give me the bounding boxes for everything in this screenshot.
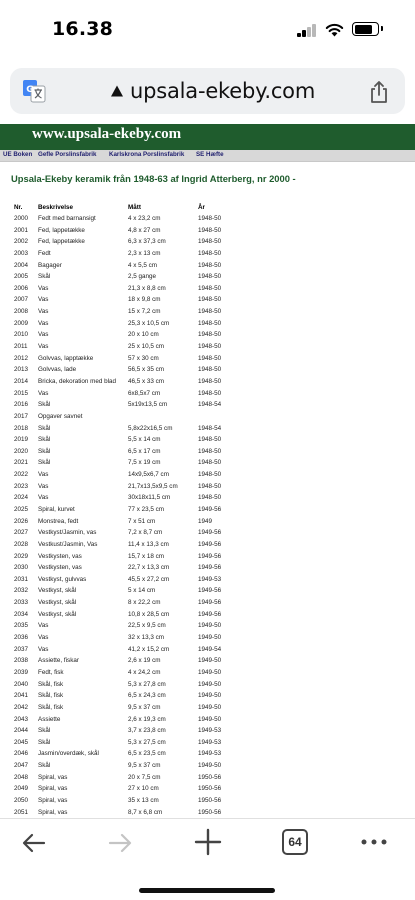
cell-year: 1949-56 <box>198 587 222 595</box>
cell-description: Skål <box>38 436 51 444</box>
nav-link-ue-boken[interactable]: UE Boken <box>3 151 33 158</box>
cell-nr: 2000 <box>14 215 29 222</box>
status-time: 16.38 <box>52 18 114 40</box>
cell-nr: 2010 <box>14 331 29 339</box>
cell-year: 1949-50 <box>198 762 222 770</box>
cell-size: 3,7 x 23,8 cm <box>128 727 166 735</box>
table-row <box>0 283 415 294</box>
cell-nr: 2036 <box>14 634 29 642</box>
cell-size: 20 x 7,5 cm <box>128 773 161 781</box>
cell-year: 1948-50 <box>198 273 222 281</box>
cell-nr: 2045 <box>14 738 29 746</box>
table-row <box>0 492 415 503</box>
table-row <box>0 574 415 585</box>
cell-description: Vestkysten, vas <box>38 552 82 560</box>
table-row <box>0 562 415 573</box>
plus-icon[interactable] <box>193 827 223 857</box>
table-row <box>0 341 415 352</box>
cell-year: 1948-50 <box>198 494 222 502</box>
cell-year: 1949-50 <box>198 634 222 642</box>
cell-year: 1948-50 <box>198 308 222 316</box>
table-row <box>0 597 415 608</box>
cell-size: 56,5 x 35 cm <box>128 366 165 374</box>
cell-nr: 2012 <box>14 354 29 362</box>
header-description: Beskrivelse <box>38 204 74 211</box>
translate-icon[interactable] <box>22 79 46 103</box>
cell-description: Vestkyst, skål <box>38 610 77 618</box>
cell-nr: 2011 <box>14 343 28 351</box>
table-row <box>0 667 415 678</box>
cell-year: 1949-56 <box>198 599 222 607</box>
cell-year: 1948-50 <box>198 436 222 444</box>
cell-year: 1948-50 <box>198 284 222 292</box>
cell-description: Skål <box>38 401 51 409</box>
forward-arrow-icon[interactable] <box>106 829 134 857</box>
cell-description: Skål <box>38 738 51 746</box>
header-size: Mått <box>128 204 141 211</box>
table-row <box>0 469 415 480</box>
cell-year: 1949-53 <box>198 575 222 583</box>
cell-year: 1949 <box>198 517 213 525</box>
cell-nr: 2004 <box>14 261 29 269</box>
cell-nr: 2014 <box>14 377 29 385</box>
cell-description: Skål <box>38 762 51 770</box>
cell-nr: 2005 <box>14 273 29 281</box>
cell-size: 41,2 x 15,2 cm <box>128 645 170 653</box>
cell-year: 1948-50 <box>198 238 222 246</box>
cell-description: Spiral, vas <box>38 797 68 804</box>
url-text[interactable]: upsala-ekeby.com <box>130 79 316 103</box>
cell-description: Skål <box>38 459 51 467</box>
table-header <box>0 202 415 213</box>
cell-nr: 2015 <box>14 389 29 397</box>
cell-description: Vestkyst/Jasmin, vas <box>38 529 97 537</box>
cell-nr: 2020 <box>14 447 29 455</box>
cell-description: Vestkyst, skål <box>38 587 77 595</box>
cell-nr: 2031 <box>14 575 29 583</box>
cell-year: 1948-50 <box>198 249 222 257</box>
cell-size: 11,4 x 13,3 cm <box>128 540 169 548</box>
cell-year: 1948-50 <box>198 459 222 467</box>
cell-description: Vas <box>38 482 49 490</box>
cell-nr: 2024 <box>14 494 29 502</box>
cell-nr: 2038 <box>14 657 29 665</box>
cell-nr: 2037 <box>14 645 29 653</box>
cell-size: 4,8 x 27 cm <box>128 226 161 234</box>
cell-nr: 2008 <box>14 308 29 316</box>
cell-description: Vestkyst, skål <box>38 599 77 607</box>
cell-description: Vas <box>38 494 49 502</box>
table-row <box>0 434 415 445</box>
cell-nr: 2003 <box>14 249 29 257</box>
cell-nr: 2043 <box>14 715 29 723</box>
cell-nr: 2001 <box>14 226 29 234</box>
cell-nr: 2009 <box>14 319 29 327</box>
cell-year: 1949-54 <box>198 645 222 653</box>
cell-size: 6,5 x 17 cm <box>128 447 161 455</box>
cellular-signal-icon <box>297 24 317 37</box>
web-page[interactable] <box>0 124 415 824</box>
cell-size: 7,2 x 8,7 cm <box>128 529 163 537</box>
battery-icon <box>352 22 379 36</box>
table-row <box>0 516 415 527</box>
cell-description: Vas <box>38 645 49 653</box>
cell-year: 1948-50 <box>198 226 222 234</box>
cell-year: 1949-56 <box>198 506 222 513</box>
home-indicator <box>139 888 275 893</box>
cell-nr: 2029 <box>14 552 29 560</box>
cell-nr: 2002 <box>14 238 29 246</box>
cell-nr: 2050 <box>14 797 29 804</box>
cell-size: 9,5 x 37 cm <box>128 703 161 711</box>
cell-description: Skål, fisk <box>38 680 64 688</box>
table-row <box>0 504 415 515</box>
table-row <box>0 609 415 620</box>
cell-size: 7 x 51 cm <box>128 517 156 525</box>
cell-description: Vas <box>38 331 49 339</box>
cell-size: 5,3 x 27,5 cm <box>128 738 166 746</box>
cell-description: Vestkust/Jasmin, Vas <box>38 540 98 548</box>
table-row <box>0 585 415 596</box>
table-row <box>0 294 415 305</box>
cell-nr: 2007 <box>14 296 29 304</box>
cell-size: 6,5 x 24,3 cm <box>128 692 166 700</box>
cell-size: 32 x 13,3 cm <box>128 634 165 642</box>
wifi-icon <box>325 22 344 37</box>
cell-year: 1948-50 <box>198 471 222 479</box>
cell-year: 1948-50 <box>198 261 222 269</box>
cell-size: 2,3 x 13 cm <box>128 249 161 257</box>
cell-size: 6,3 x 37,3 cm <box>128 238 166 246</box>
cell-description: Fed, lappetække <box>38 226 85 234</box>
cell-year: 1948-50 <box>198 354 222 362</box>
cell-size: 22,5 x 9,5 cm <box>128 622 166 630</box>
cell-nr: 2039 <box>14 668 29 676</box>
table-row <box>0 329 415 340</box>
cell-year: 1948-50 <box>198 319 222 327</box>
cell-year: 1948-54 <box>198 401 222 409</box>
table-row <box>0 248 415 259</box>
cell-description: Golvvas, lade <box>38 366 77 374</box>
cell-nr: 2048 <box>14 773 29 781</box>
tabs-icon[interactable] <box>282 829 308 855</box>
nav-link-karlskrona[interactable]: Karlskrona Porslinsfabrik <box>109 151 185 158</box>
cell-description: Jasmin/overdæk, skål <box>38 750 99 758</box>
cell-year: 1949-50 <box>198 657 222 665</box>
cell-size: 2,6 x 19,3 cm <box>128 715 166 723</box>
cell-description: Fedt <box>38 249 51 257</box>
table-row <box>0 690 415 701</box>
back-arrow-icon[interactable] <box>20 829 48 857</box>
cell-size: 15 x 7,2 cm <box>128 308 161 316</box>
table-row <box>0 737 415 748</box>
url-display[interactable] <box>110 77 315 105</box>
table-row <box>0 423 415 434</box>
cell-description: Skål <box>38 447 51 455</box>
cell-year: 1949-56 <box>198 540 222 548</box>
cell-nr: 2025 <box>14 506 29 513</box>
table-row <box>0 760 415 771</box>
table-row <box>0 655 415 666</box>
cell-description: Spiral, kurvet <box>38 506 75 513</box>
table-row <box>0 481 415 492</box>
cell-size: 22,7 x 13,3 cm <box>128 564 170 572</box>
cell-size: 6,5 x 23,5 cm <box>128 750 166 758</box>
cell-size: 27 x 10 cm <box>128 785 159 793</box>
cell-description: Opgaver savnet <box>38 412 83 420</box>
table-row <box>0 632 415 643</box>
cell-year: 1950-56 <box>198 797 222 804</box>
cell-nr: 2047 <box>14 762 29 770</box>
cell-nr: 2034 <box>14 610 29 618</box>
cell-nr: 2033 <box>14 599 29 607</box>
cell-year: 1948-50 <box>198 366 222 374</box>
cell-size: 8,7 x 6,8 cm <box>128 808 163 816</box>
table-row <box>0 807 415 818</box>
cell-description: Fedt, fisk <box>38 668 64 676</box>
cell-description: Vestkyst, gulvvas <box>38 575 87 583</box>
cell-description: Vestkysten, vas <box>38 564 82 572</box>
table-row <box>0 225 415 236</box>
cell-nr: 2049 <box>14 785 29 793</box>
header-nr: Nr. <box>14 204 23 211</box>
cell-nr: 2027 <box>14 529 29 537</box>
more-icon[interactable] <box>360 832 388 852</box>
cell-nr: 2017 <box>14 412 29 420</box>
header-year: År <box>198 204 205 211</box>
cell-year: 1948-54 <box>198 424 222 432</box>
cell-description: Vas <box>38 284 49 292</box>
table-row <box>0 551 415 562</box>
site-banner-title: www.upsala-ekeby.com <box>32 126 182 142</box>
cell-size: 4 x 23,2 cm <box>128 215 161 222</box>
cell-year: 1949-50 <box>198 703 222 711</box>
cell-description: Vas <box>38 389 49 397</box>
cell-description: Vas <box>38 308 49 316</box>
cell-description: Monstrea, fedt <box>38 517 79 525</box>
cell-description: Vas <box>38 622 49 630</box>
table-row <box>0 213 415 224</box>
cell-year: 1949-50 <box>198 692 222 700</box>
table-row <box>0 783 415 794</box>
cell-nr: 2021 <box>14 459 29 467</box>
cell-year: 1949-50 <box>198 668 222 676</box>
cell-size: 25 x 10,5 cm <box>128 343 165 351</box>
cell-year: 1948-50 <box>198 482 222 490</box>
status-bar <box>0 0 415 62</box>
table-row <box>0 446 415 457</box>
cell-size: 4 x 5,5 cm <box>128 261 158 269</box>
cell-size: 30x18x11,5 cm <box>128 494 171 502</box>
table-row <box>0 306 415 317</box>
table-row <box>0 376 415 387</box>
cell-year: 1949-50 <box>198 680 222 688</box>
cell-year: 1950-56 <box>198 808 222 816</box>
table-row <box>0 725 415 736</box>
cell-size: 35 x 13 cm <box>128 797 159 804</box>
svg-text:G: G <box>26 85 34 95</box>
cell-size: 46,5 x 33 cm <box>128 377 165 385</box>
cell-size: 2,6 x 19 cm <box>128 657 161 665</box>
table-row <box>0 772 415 783</box>
share-icon[interactable] <box>368 80 390 104</box>
cell-size: 5,8x22x16,5 cm <box>128 424 173 432</box>
table-row <box>0 318 415 329</box>
battery-tip <box>381 26 383 31</box>
table-row <box>0 236 415 247</box>
cell-size: 21,7x13,5x9,5 cm <box>128 482 178 490</box>
cell-description: Fed, lappetække <box>38 238 85 246</box>
lock-icon <box>110 84 124 98</box>
cell-description: Fedt med barnansigt <box>38 215 96 222</box>
cell-nr: 2044 <box>14 727 29 735</box>
table-row <box>0 620 415 631</box>
cell-description: Spiral, vas <box>38 808 68 816</box>
table-row <box>0 271 415 282</box>
table-row <box>0 679 415 690</box>
cell-size: 5 x 14 cm <box>128 587 156 595</box>
cell-year: 1949-56 <box>198 564 222 572</box>
cell-size: 6x8,5x7 cm <box>128 389 161 397</box>
cell-description: Assiette <box>38 715 61 723</box>
cell-year: 1949-53 <box>198 750 222 758</box>
cell-description: Vas <box>38 343 49 351</box>
nav-link-gefle[interactable]: Gefle Porslinsfabrik <box>38 151 97 158</box>
browser-toolbar <box>0 818 415 900</box>
cell-year: 1949-56 <box>198 552 222 560</box>
cell-description: Golvvas, lapptække <box>38 354 94 362</box>
cell-size: 57 x 30 cm <box>128 354 159 362</box>
table-row <box>0 644 415 655</box>
table-row <box>0 411 415 422</box>
cell-nr: 2019 <box>14 436 29 444</box>
cell-description: Bagager <box>38 261 62 269</box>
cell-nr: 2023 <box>14 482 29 490</box>
table-row <box>0 539 415 550</box>
cell-year: 1949-50 <box>198 715 222 723</box>
cell-size: 5,5 x 14 cm <box>128 436 161 444</box>
cell-description: Bricka, dekoration med blad <box>38 377 117 385</box>
cell-year: 1948-50 <box>198 343 222 351</box>
cell-size: 14x9,5x6,7 cm <box>128 471 169 479</box>
cell-nr: 2006 <box>14 284 29 292</box>
table-row <box>0 714 415 725</box>
cell-size: 20 x 10 cm <box>128 331 159 339</box>
cell-description: Skål <box>38 273 51 281</box>
cell-size: 15,7 x 18 cm <box>128 552 165 560</box>
cell-description: Skål <box>38 424 51 432</box>
cell-size: 5x19x13,5 cm <box>128 401 168 409</box>
table-row <box>0 527 415 538</box>
cell-year: 1949-50 <box>198 622 222 630</box>
cell-description: Skål, fisk <box>38 703 64 711</box>
cell-year: 1948-50 <box>198 389 222 397</box>
cell-year: 1948-50 <box>198 377 222 385</box>
cell-description: Assiette, fiskar <box>38 657 79 665</box>
cell-description: Skål <box>38 727 51 735</box>
cell-year: 1948-50 <box>198 331 222 339</box>
cell-year: 1948-50 <box>198 447 222 455</box>
cell-year: 1950-56 <box>198 773 222 781</box>
table-row <box>0 364 415 375</box>
browser-address-area <box>0 62 415 124</box>
cell-description: Skål, fisk <box>38 692 64 700</box>
cell-year: 1949-53 <box>198 738 222 746</box>
cell-description: Vas <box>38 319 49 327</box>
address-bar[interactable] <box>10 68 405 114</box>
cell-size: 7,5 x 19 cm <box>128 459 161 467</box>
cell-size: 25,3 x 10,5 cm <box>128 319 170 327</box>
cell-nr: 2016 <box>14 401 29 409</box>
cell-description: Vas <box>38 471 49 479</box>
cell-nr: 2028 <box>14 540 29 548</box>
site-nav <box>0 150 415 162</box>
table-row <box>0 702 415 713</box>
cell-year: 1948-50 <box>198 215 222 222</box>
table-row <box>0 399 415 410</box>
cell-nr: 2046 <box>14 750 29 758</box>
cell-nr: 2026 <box>14 517 29 525</box>
cell-year: 1948-50 <box>198 296 222 304</box>
cell-year: 1949-56 <box>198 610 222 618</box>
cell-size: 77 x 23,5 cm <box>128 506 165 513</box>
table-row <box>0 260 415 271</box>
cell-size: 4 x 24,2 cm <box>128 668 161 676</box>
site-banner <box>0 124 415 150</box>
cell-size: 21,3 x 8,8 cm <box>128 284 166 292</box>
table-row <box>0 388 415 399</box>
cell-size: 10,8 x 28,5 cm <box>128 610 170 618</box>
table-row <box>0 353 415 364</box>
cell-year: 1949-56 <box>198 529 222 537</box>
cell-nr: 2051 <box>14 808 29 816</box>
tab-count: 64 <box>288 835 302 849</box>
cell-nr: 2035 <box>14 622 29 630</box>
table-row <box>0 748 415 759</box>
table-row <box>0 795 415 806</box>
page-heading: Upsala-Ekeby keramik från 1948-63 af Ingrid Atterberg, nr 2000 - <box>11 173 296 184</box>
cell-nr: 2013 <box>14 366 29 374</box>
cell-size: 9,5 x 37 cm <box>128 762 161 770</box>
table-row <box>0 457 415 468</box>
cell-description: Vas <box>38 634 49 642</box>
cell-size: 2,5 gange <box>128 273 157 281</box>
nav-link-se-haefte[interactable]: SE Hæfte <box>196 151 224 158</box>
cell-nr: 2022 <box>14 471 29 479</box>
cell-nr: 2032 <box>14 587 29 595</box>
cell-size: 18 x 9,8 cm <box>128 296 161 304</box>
cell-description: Spiral, vas <box>38 785 68 793</box>
cell-description: Vas <box>38 296 49 304</box>
cell-nr: 2040 <box>14 680 29 688</box>
cell-nr: 2018 <box>14 424 29 432</box>
cell-description: Spiral, vas <box>38 773 68 781</box>
battery-level <box>355 25 372 34</box>
cell-year: 1949-53 <box>198 727 222 735</box>
cell-year: 1950-56 <box>198 785 222 793</box>
cell-size: 5,3 x 27,8 cm <box>128 680 166 688</box>
cell-nr: 2042 <box>14 703 29 711</box>
cell-nr: 2030 <box>14 564 29 572</box>
cell-size: 8 x 22,2 cm <box>128 599 161 607</box>
cell-nr: 2041 <box>14 692 29 700</box>
cell-size: 45,5 x 27,2 cm <box>128 575 170 583</box>
